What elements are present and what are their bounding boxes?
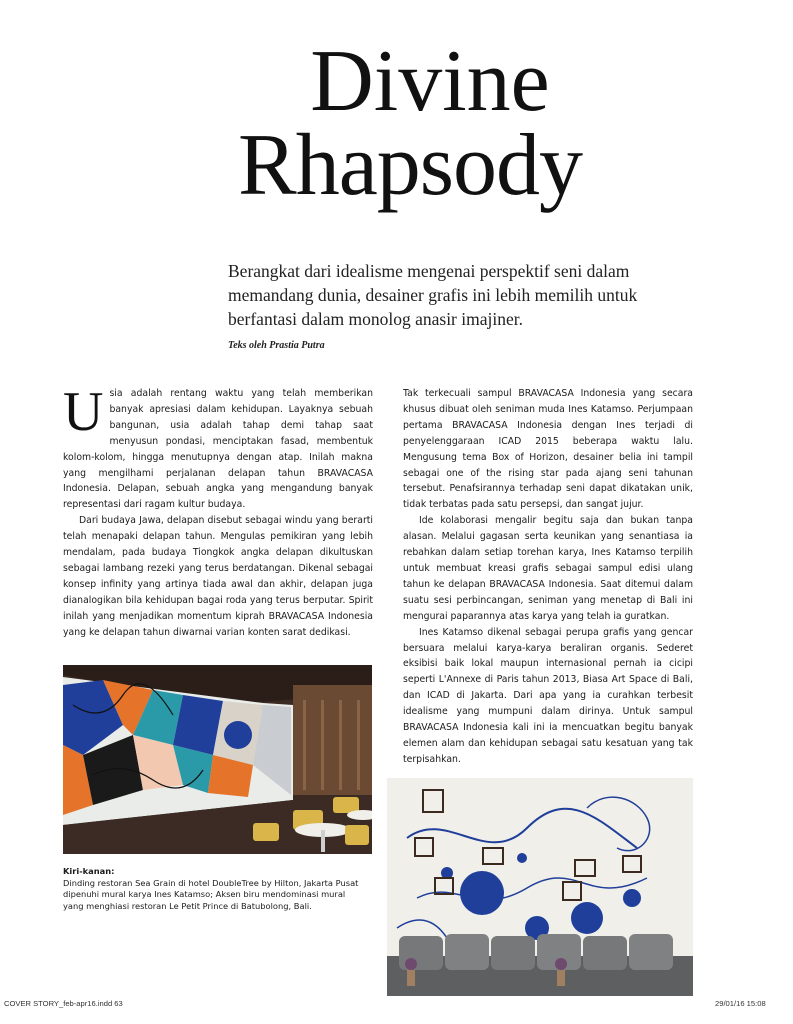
left-paragraph-1-text: sia adalah rentang waktu yang telah memberikan banyak apresiasi dalam kehidupan. Layaknya sebuah bangunan, usia adalah tahap demi tahap saat menyusun pondasi, menciptakan fasad, membentuk kolom-kolom, hingga menutupnya dengan atap. Inilah makna yang mengilhami perjalanan delapan tahun BRAVACASA Indonesia. Delapan, sebuah angka yang mengandung banyak representasi dari ragam kultur budaya. [63, 388, 373, 511]
right-paragraph-1: Tak terkecuali sampul BRAVACASA Indonesia yang secara khusus dibuat oleh seniman muda Ines Katamso. Perjumpaan pertama BRAVACASA Indonesia dengan Ines terjadi di penyelenggaraan ICAD 2015 beberapa waktu lalu. Mengusung tema Box of Horizon, desainer belia ini tampil sebagai one of the rising star pada ajang seni tahunan tersebut. Penafsirannya terhadap seni dapat dikatakan unik, tidak terbatas pada satu persepsi, dan sangat jujur. [403, 388, 693, 511]
title-line-1: Divine [310, 33, 550, 130]
photo-caption [63, 866, 363, 912]
drop-cap: U [63, 381, 104, 443]
left-paragraph-1 [63, 381, 373, 513]
caption-text: Dinding restoran Sea Grain di hotel DoubleTree by Hilton, Jakarta Pusat dipenuhi mural karya Ines Katamso; Aksen biru mendominasi mural yang menghiasi restoran Le Petit Prince di Batubolong, Bali. [63, 877, 359, 911]
byline: Teks oleh Prastia Putra [228, 340, 325, 351]
left-paragraph-2: Dari budaya Jawa, delapan disebut sebagai windu yang berarti telah menapaki delapan tahun. Mengulas pemikiran yang lebih mendalam, pada budaya Tiongkok angka delapan dikultuskan sebagai lambang rezeki yang terus berdatangan. Dikenal sebagai konsep infinity yang artinya tiada awal dan akhir, delapan juga dianalogikan bila kehidupan bagai roda yang terus berputar. Spirit inilah yang menjadikan momentum kiprah BRAVACASA Indonesia yang ke delapan tahun diwarnai varian konten sarat dedikasi. [63, 515, 373, 638]
right-column [403, 386, 693, 768]
right-paragraph-2: Ide kolaborasi mengalir begitu saja dan bukan tanpa alasan. Melalui gagasan serta keunikan yang senantiasa ia rebahkan dalam setiap torehan karya, Ines Katamso terpilih untuk membuat kreasi grafis sebagai sampul edisi ulang tahun ke delapan BRAVACASA Indonesia. Saat ditemui dalam suatu sesi perbincangan, seniman yang menetap di Bali ini mengurai paparannya atas karya yang telah ia guratkan. [403, 515, 693, 622]
photo-le-petit-prince-illustration [387, 778, 693, 996]
photo-sea-grain-illustration [63, 665, 372, 854]
footer-file-info: COVER STORY_feb-apr16.indd 63 [4, 999, 123, 1008]
photo-sea-grain-restaurant [63, 665, 372, 854]
caption-heading: Kiri-kanan: [63, 866, 115, 876]
left-column [63, 381, 373, 641]
footer-timestamp: 29/01/16 15:08 [715, 999, 766, 1008]
photo-le-petit-prince-restaurant [387, 778, 693, 996]
title-line-2: Rhapsody [238, 117, 582, 214]
right-paragraph-3: Ines Katamso dikenal sebagai perupa grafis yang gencar bersuara melalui karya-karya beraliran organis. Sederet eksibisi baik lokal maupun internasional pernah ia cicipi seperti L'Annexe di Paris tahun 2013, Biasa Art Space di Bali, dan ICAD di Jakarta. Dari apa yang ia curahkan terbesit idealisme yang mumpuni dalam dirinya. Untuk sampul BRAVACASA Indonesia kali ini ia mencuatkan begitu banyak elemen alam dan kehidupan sebagai satu kesatuan yang tak terpisahkan. [403, 626, 693, 765]
standfirst: Berangkat dari idealisme mengenai perspektif seni dalam memandang dunia, desainer grafis ini lebih memilih untuk berfantasi dalam monolog anasir imajiner. [228, 261, 638, 329]
